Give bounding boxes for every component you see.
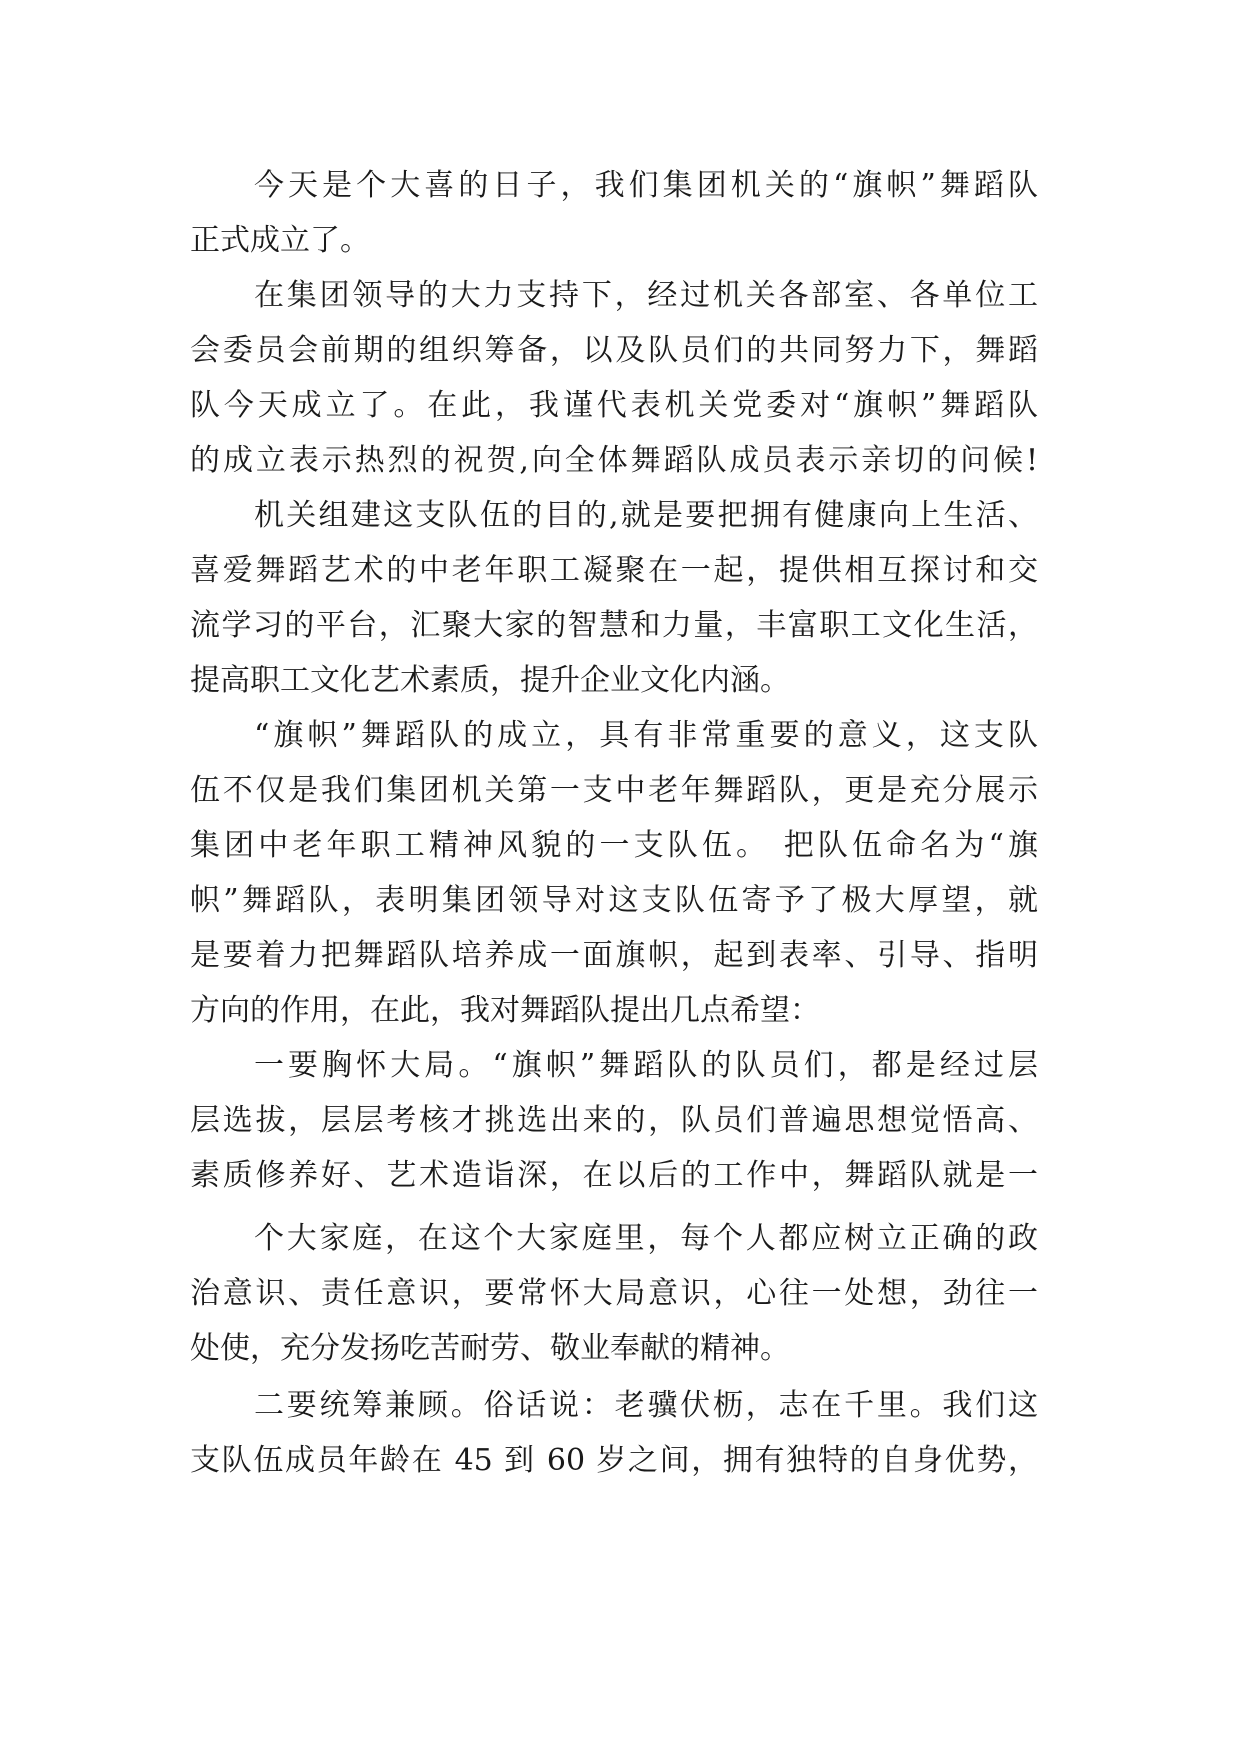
paragraph-5-line-1: 一要胸怀大局。“旗帜”舞蹈队的队员们，都是经过层 [254, 1048, 1038, 1083]
paragraph-4-line-3: 集团中老年职工精神风貌的一支队伍。 把队伍命名为“旗 [190, 828, 1038, 863]
paragraph-4-line-1: “旗帜”舞蹈队的成立，具有非常重要的意义，这支队 [254, 718, 1038, 753]
paragraph-4-line-2: 伍不仅是我们集团机关第一支中老年舞蹈队，更是充分展示 [190, 773, 1038, 808]
paragraph-5-line-2: 层选拔，层层考核才挑选出来的，队员们普遍思想觉悟高、 [190, 1103, 1038, 1138]
paragraph-2-line-4: 的成立表示热烈的祝贺,向全体舞蹈队成员表示亲切的问候! [190, 443, 1038, 478]
paragraph-2-line-2: 会委员会前期的组织筹备，以及队员们的共同努力下，舞蹈 [190, 333, 1038, 368]
paragraph-3-line-1: 机关组建这支队伍的目的,就是要把拥有健康向上生活、 [254, 498, 1038, 533]
paragraph-3-line-3: 流学习的平台，汇聚大家的智慧和力量，丰富职工文化生活， [190, 608, 1038, 643]
paragraph-7-line-2: 支队伍成员年龄在 45 到 60 岁之间，拥有独特的自身优势， [190, 1443, 1038, 1478]
paragraph-5-line-3: 素质修养好、艺术造诣深，在以后的工作中，舞蹈队就是一 [190, 1158, 1038, 1193]
paragraph-6-line-1: 个大家庭，在这个大家庭里，每个人都应树立正确的政 [254, 1221, 1038, 1256]
paragraph-3-line-4: 提高职工文化艺术素质，提升企业文化内涵。 [190, 663, 790, 698]
paragraph-6-line-2: 治意识、责任意识，要常怀大局意识，心往一处想，劲往一 [190, 1276, 1038, 1311]
paragraph-6-line-3: 处使，充分发扬吃苦耐劳、敬业奉献的精神。 [190, 1331, 790, 1366]
paragraph-7-line-1: 二要统筹兼顾。俗话说：老骥伏枥，志在千里。我们这 [254, 1388, 1038, 1423]
paragraph-1-line-2: 正式成立了。 [190, 223, 370, 258]
paragraph-4-line-5: 是要着力把舞蹈队培养成一面旗帜，起到表率、引导、指明 [190, 938, 1038, 973]
paragraph-4-line-6: 方向的作用，在此，我对舞蹈队提出几点希望： [190, 993, 820, 1028]
paragraph-2-line-1: 在集团领导的大力支持下，经过机关各部室、各单位工 [254, 278, 1038, 313]
paragraph-1-line-1: 今天是个大喜的日子，我们集团机关的“旗帜”舞蹈队 [254, 168, 1038, 203]
paragraph-3-line-2: 喜爱舞蹈艺术的中老年职工凝聚在一起，提供相互探讨和交 [190, 553, 1038, 588]
paragraph-2-line-3: 队今天成立了。在此，我谨代表机关党委对“旗帜”舞蹈队 [190, 388, 1038, 423]
paragraph-4-line-4: 帜”舞蹈队，表明集团领导对这支队伍寄予了极大厚望，就 [190, 883, 1038, 918]
